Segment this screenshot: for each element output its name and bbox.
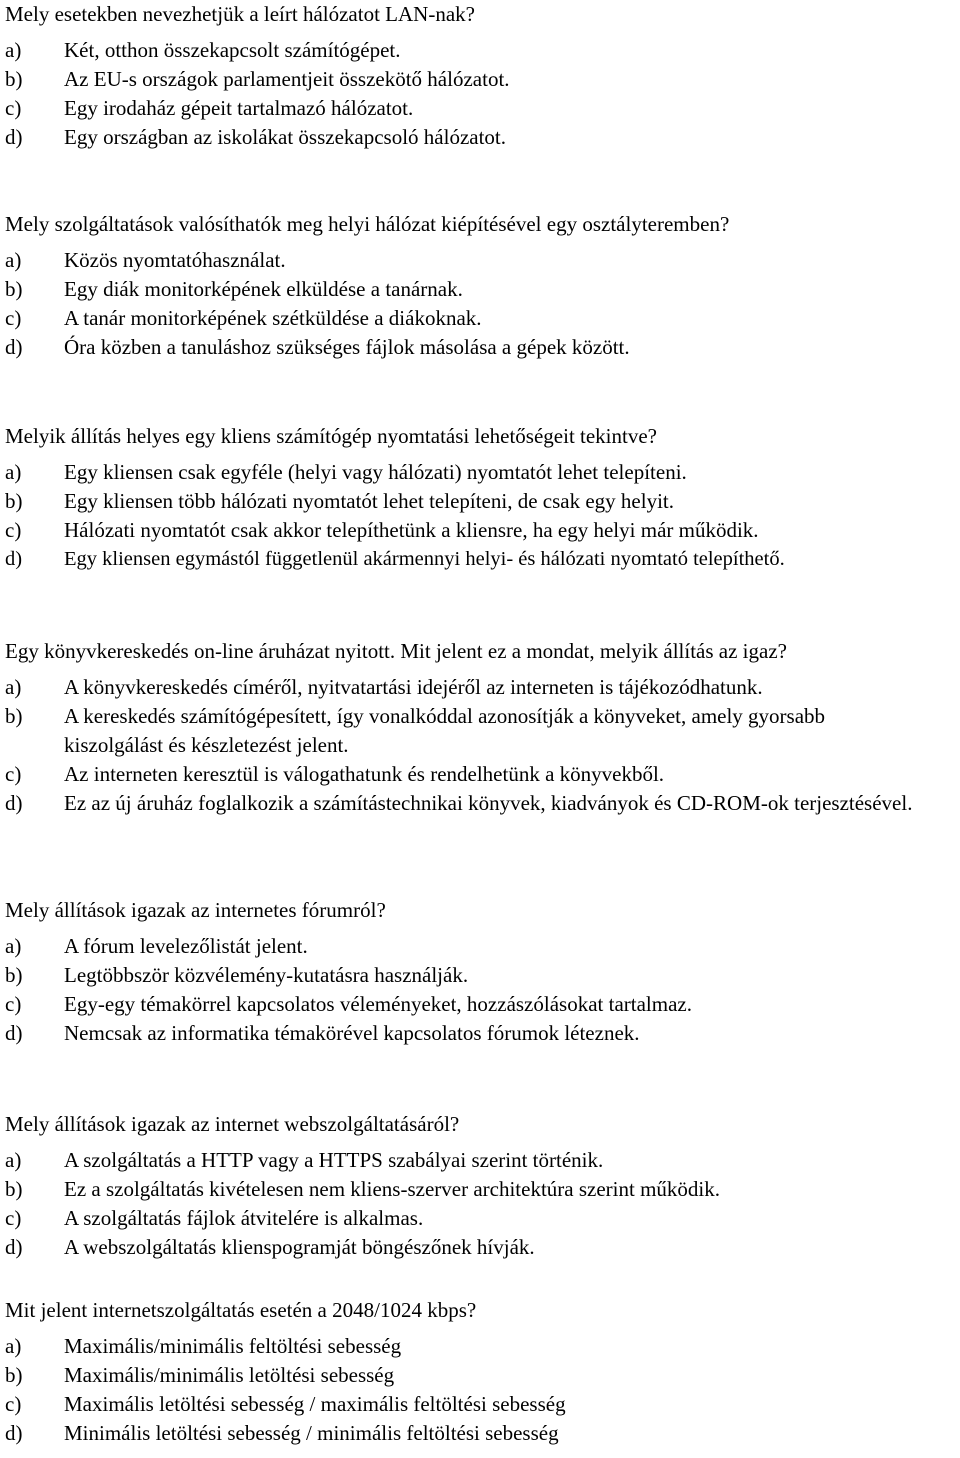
- option-list: [5, 932, 955, 1048]
- option-b: [5, 487, 955, 516]
- option-letter: a): [5, 675, 22, 699]
- option-text: Egy kliensen csak egyféle (helyi vagy hálózati) nyomtatót lehet telepíteni.: [64, 460, 687, 484]
- question-title: Mely állítások igazak az internet webszolgáltatásáról?: [5, 1112, 460, 1136]
- option-letter: d): [5, 548, 23, 570]
- option-d: [5, 789, 955, 818]
- option-letter: a): [5, 1148, 22, 1172]
- option-text: Minimális letöltési sebesség / minimális feltöltési sebesség: [64, 1421, 559, 1445]
- option-letter: b): [5, 67, 23, 91]
- option-text: A fórum levelezőlistát jelent.: [64, 934, 308, 958]
- option-text: Ez a szolgáltatás kivételesen nem kliens-szerver architektúra szerint működik.: [64, 1177, 720, 1201]
- option-letter: c): [5, 992, 22, 1016]
- option-text: A webszolgáltatás klienspogramját böngészőnek hívják.: [64, 1235, 535, 1259]
- option-b: [5, 275, 955, 304]
- option-letter: d): [5, 1421, 23, 1445]
- option-text: A kereskedés számítógépesített, így vonalkóddal azonosítják a könyveket, amely gyorsabb kiszolgálást és készletezést jelent.: [64, 704, 826, 757]
- option-letter: d): [5, 1021, 23, 1045]
- option-text: Az EU-s országok parlamentjeit összekötő hálózatot.: [64, 67, 510, 91]
- option-b: [5, 702, 955, 760]
- option-b: [5, 1175, 955, 1204]
- option-letter: b): [5, 704, 23, 728]
- question-2: [5, 210, 955, 362]
- question-5: [5, 896, 955, 1048]
- question-title: Mely állítások igazak az internetes fórumról?: [5, 898, 386, 922]
- option-text: Egy országban az iskolákat összekapcsoló hálózatot.: [64, 125, 507, 149]
- option-d: [5, 1019, 955, 1048]
- option-letter: a): [5, 38, 22, 62]
- option-letter: b): [5, 277, 23, 301]
- option-d: [5, 1233, 955, 1262]
- question-7: [5, 1296, 955, 1448]
- question-title: Egy könyvkereskedés on-line áruházat nyitott. Mit jelent ez a mondat, melyik állítás az igaz?: [5, 639, 787, 663]
- option-text: Maximális/minimális feltöltési sebesség: [64, 1334, 402, 1358]
- option-a: [5, 1332, 955, 1361]
- option-b: [5, 961, 955, 990]
- question-6: [5, 1110, 955, 1262]
- option-text: Az interneten keresztül is válogathatunk és rendelhetünk a könyvekből.: [64, 762, 665, 786]
- option-letter: a): [5, 934, 22, 958]
- option-text: Egy kliensen több hálózati nyomtatót lehet telepíteni, de csak egy helyit.: [64, 489, 674, 513]
- question-title: Mit jelent internetszolgáltatás esetén a 2048/1024 kbps?: [5, 1298, 477, 1322]
- option-list: [5, 458, 955, 574]
- option-d: [5, 545, 955, 574]
- option-letter: a): [5, 248, 22, 272]
- option-text: Óra közben a tanuláshoz szükséges fájlok másolása a gépek között.: [64, 335, 630, 359]
- option-c: [5, 516, 955, 545]
- option-d: [5, 1419, 955, 1448]
- option-text: Maximális letöltési sebesség / maximális feltöltési sebesség: [64, 1392, 566, 1416]
- option-a: [5, 673, 955, 702]
- option-a: [5, 932, 955, 961]
- option-text: Közös nyomtatóhasználat.: [64, 248, 286, 272]
- option-text: Egy kliensen egymástól függetlenül akármennyi helyi- és hálózati nyomtató telepíthető.: [64, 548, 785, 570]
- option-letter: c): [5, 1206, 22, 1230]
- option-text: A szolgáltatás fájlok átvitelére is alkalmas.: [64, 1206, 424, 1230]
- option-c: [5, 760, 955, 789]
- option-a: [5, 1146, 955, 1175]
- question-1: [5, 0, 955, 152]
- option-letter: d): [5, 1235, 23, 1259]
- option-c: [5, 94, 955, 123]
- option-text: Legtöbbször közvélemény-kutatásra használják.: [64, 963, 469, 987]
- option-letter: a): [5, 460, 22, 484]
- option-text: Egy irodaház gépeit tartalmazó hálózatot.: [64, 96, 414, 120]
- option-a: [5, 36, 955, 65]
- option-text: Hálózati nyomtatót csak akkor telepíthetünk a kliensre, ha egy helyi már működik.: [64, 518, 759, 542]
- option-text: Ez az új áruház foglalkozik a számítástechnikai könyvek, kiadványok és CD-ROM-ok terjesztésével.: [64, 791, 913, 815]
- option-c: [5, 990, 955, 1019]
- question-title: Mely szolgáltatások valósíthatók meg helyi hálózat kiépítésével egy osztályteremben?: [5, 212, 730, 236]
- option-letter: b): [5, 489, 23, 513]
- option-text: A szolgáltatás a HTTP vagy a HTTPS szabályai szerint történik.: [64, 1148, 604, 1172]
- option-text: Maximális/minimális letöltési sebesség: [64, 1363, 395, 1387]
- option-list: [5, 1332, 955, 1448]
- option-letter: d): [5, 791, 23, 815]
- question-4: [5, 637, 955, 818]
- option-letter: a): [5, 1334, 22, 1358]
- option-text: Két, otthon összekapcsolt számítógépet.: [64, 38, 401, 62]
- option-d: [5, 123, 955, 152]
- option-letter: b): [5, 963, 23, 987]
- option-text: A könyvkereskedés címéről, nyitvatartási idejéről az interneten is tájékozódhatunk.: [64, 675, 763, 699]
- option-letter: c): [5, 518, 22, 542]
- option-text: Nemcsak az informatika témakörével kapcsolatos fórumok léteznek.: [64, 1021, 640, 1045]
- question-3: [5, 422, 955, 574]
- option-list: [5, 36, 955, 152]
- option-a: [5, 246, 955, 275]
- question-title: Mely esetekben nevezhetjük a leírt hálózatot LAN-nak?: [5, 2, 475, 26]
- option-letter: b): [5, 1363, 23, 1387]
- option-c: [5, 1390, 955, 1419]
- option-letter: c): [5, 96, 22, 120]
- option-list: [5, 1146, 955, 1262]
- option-c: [5, 304, 955, 333]
- option-letter: d): [5, 125, 23, 149]
- option-list: [5, 246, 955, 362]
- option-b: [5, 1361, 955, 1390]
- option-d: [5, 333, 955, 362]
- option-list: [5, 673, 955, 818]
- question-title: Melyik állítás helyes egy kliens számítógép nyomtatási lehetőségeit tekintve?: [5, 424, 657, 448]
- option-letter: d): [5, 335, 23, 359]
- option-b: [5, 65, 955, 94]
- option-text: Egy diák monitorképének elküldése a tanárnak.: [64, 277, 463, 301]
- option-letter: c): [5, 306, 22, 330]
- option-letter: b): [5, 1177, 23, 1201]
- option-text: A tanár monitorképének szétküldése a diákoknak.: [64, 306, 482, 330]
- option-letter: c): [5, 1392, 22, 1416]
- option-text: Egy-egy témakörrel kapcsolatos véleményeket, hozzászólásokat tartalmaz.: [64, 992, 692, 1016]
- option-c: [5, 1204, 955, 1233]
- option-a: [5, 458, 955, 487]
- option-letter: c): [5, 762, 22, 786]
